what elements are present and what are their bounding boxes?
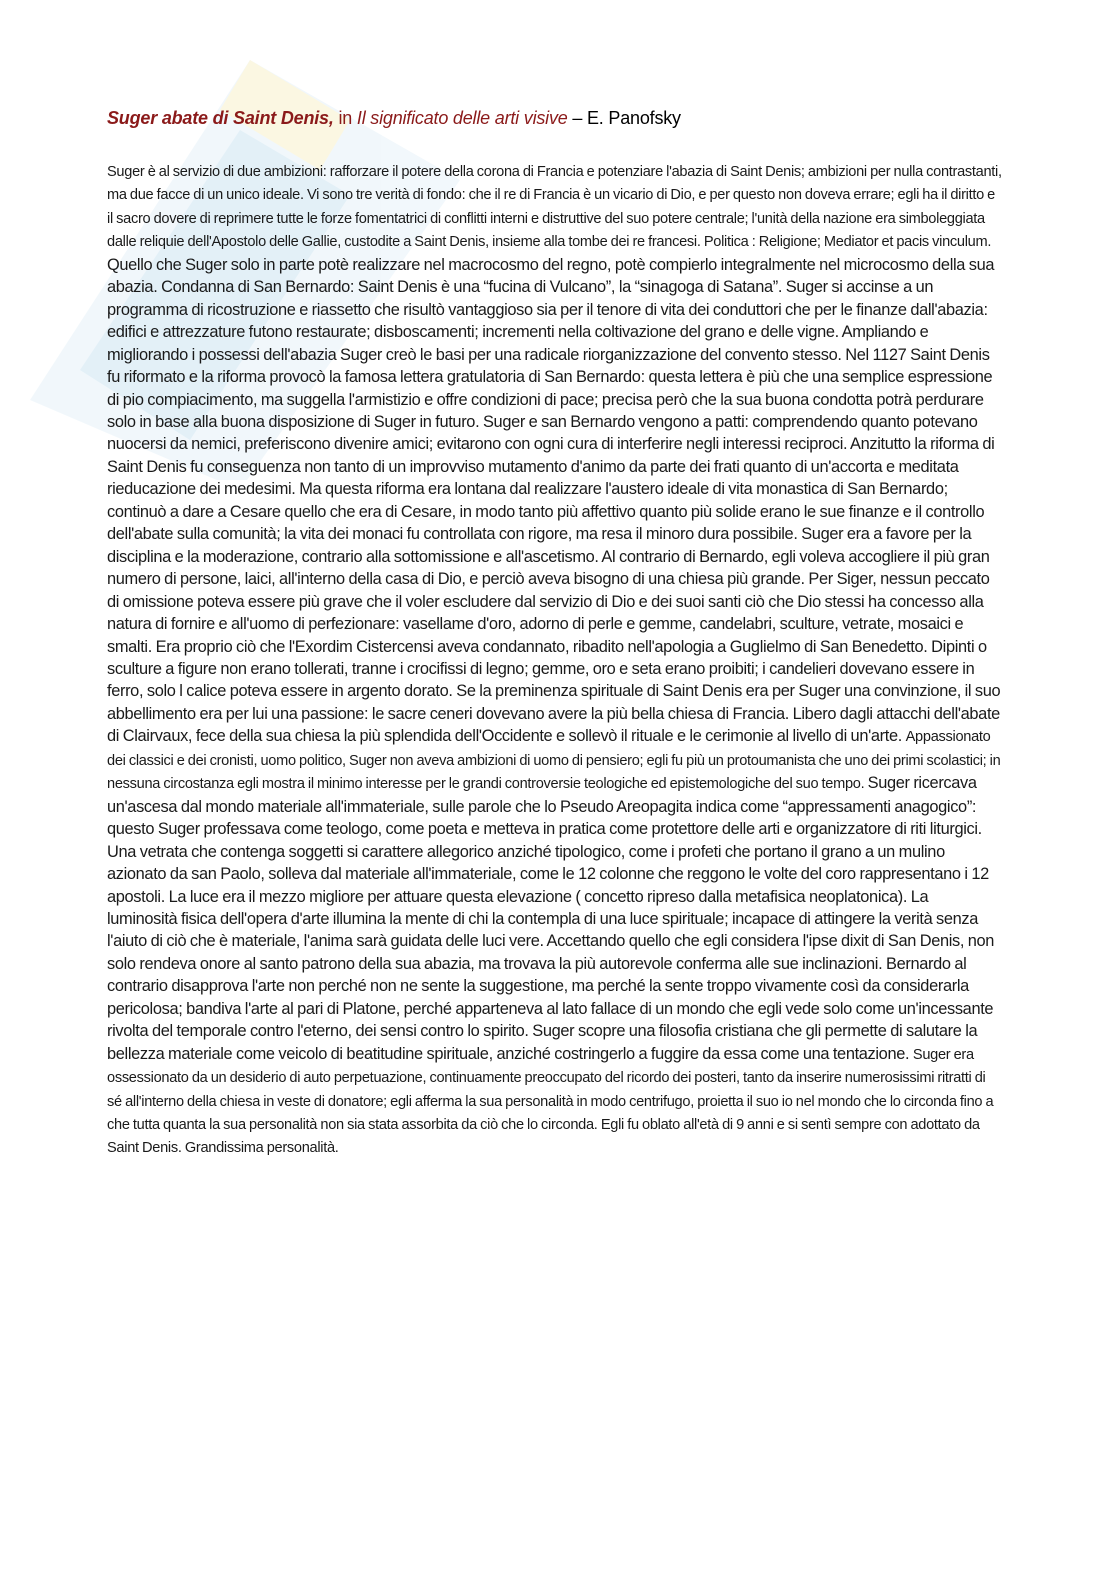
title-in: in [333, 108, 357, 128]
document-page [107, 106, 1002, 1160]
title-main: Suger abate di Saint Denis, [107, 108, 334, 128]
title-author: – E. Panofsky [567, 108, 681, 128]
title-book: Il significato delle arti visive [356, 108, 568, 128]
document-title [107, 106, 1002, 130]
text-segment: Suger è al servizio di due ambizioni: rafforzare il potere della corona di Francia e potenziare l'abazia di Saint Denis; ambizioni per nulla contrastanti, ma due facce di un unico ideale. Vi sono tre verità di fondo: che il re di Francia è un vicario di Dio, e per questo non doveva errare; egli ha il diritto e il sacro dovere di reprimere tutte le forze fomentatrici di conflitti interni e distruttive del suo potere centrale; l'unità della nazione era simboleggiata dalle reliquie dell'Apostolo delle Gallie, custodite a Saint Denis, insieme alla tombe dei re francesi. Politica : Religione; Mediator et pacis vinculum. [107, 164, 1002, 251]
text-segment: Suger era ossessionato da un desiderio di auto perpetuazione, continuamente preoccupato del ricordo dei posteri, tanto da inserire numerosissimi ritratti di sé all'interno della chiesa in veste di donatore; egli afferma la sua personalità in modo centrifugo, proietta il suo io nel mondo che lo circonda fino a che tutta quanta la sua personalità non sia stata assorbita da ciò che lo circonda. Egli fu oblato all'età di 9 anni e si sentì sempre con adottato da Saint Denis. Grandissima personalità. [107, 1046, 994, 1157]
body-paragraph [107, 160, 1002, 1160]
text-segment: Appassionato dei classici e dei cronisti, uomo politico, Suger non aveva ambizioni di uomo di pensiero; egli fu più un protoumanista che uno dei primi scolastici; in nessuna circostanza egli mostra il minimo interesse per le grandi controversie teologiche ed epistemologiche del suo tempo. [107, 729, 1001, 793]
text-segment: Quello che Suger solo in parte potè realizzare nel macrocosmo del regno, potè compierlo integralmente nel microcosmo della sua abazia. Condanna di San Bernardo: Saint Denis è una “fucina di Vulcano”, la “sinagoga di Satana”. Suger si accinse a un programma di ricostruzione e riassetto che risultò vantaggioso sia per il tenore di vita dei conduttori che per le finanze dall'abazia: edifici e attrezzature futono restaurate; disboscamenti; incrementi nella coltivazione del grano e delle vigne. Ampliando e migliorando i possessi dell'abazia Suger creò le basi per una radicale riorganizzazione del convento stesso. Nel 1127 Saint Denis fu riformato e la riforma provocò la famosa lettera gratulatoria di San Bernardo: questa lettera è più che una semplice espressione di pio compiacimento, ma suggella l'armistizio e offre condizioni di pace; precisa però che la sua buona condotta potrà perdurare solo in base alla buona disposizione di Suger in futuro. Suger e san Bernardo vengono a patti: comprendendo quanto potevano nuocersi da nemici, preferiscono divenire amici; evitarono con ogni cura di interferire negli interessi reciproci. Anzitutto la riforma di Saint Denis fu conseguenza non tanto di un improvviso mutamento d'animo da parte dei frati quanto di un'accorta e meditata rieducazione dei medesimi. Ma questa riforma era lontana dal realizzare l'austero ideale di vita monastica di San Bernardo; continuò a dare a Cesare quello che era di Cesare, in modo tanto più affettivo quanto più solide erano le sue finanze e il controllo dell'abate sulla comunità; la vita dei monaci fu controllata con rigore, ma resa il minoro dura possibile. Suger era a favore per la disciplina e la moderazione, contrario alla sottomissione e all'ascetismo. Al contrario di Bernardo, egli voleva accogliere il più gran numero di persone, laici, all'interno della casa di Dio, e perciò aveva bisogno di una chiesa più grande. Per Siger, nessun peccato di omissione poteva essere più grave che il voler escludere dal servizio di Dio e dei suoi santi ciò che Dio stessi ha concesso alla natura di fornire e all'uomo di perfezionare: vasellame d'oro, adorno di perle e gemme, candelabri, sculture, vetrate, mosaici e smalti. Era proprio ciò che l'Exordim Cistercensi aveva condannato, ribadito nell'apologia a Guglielmo di San Benedetto. Dipinti o sculture a figure non erano tollerati, tranne i crocifissi di legno; gemme, oro e seta erano proibiti; i candelieri dovevano essere in ferro, solo l calice poteva essere in argento dorato. Se la preminenza spirituale di Saint Denis era per Suger una convinzione, il suo abbellimento era per lui una passione: le sacre ceneri dovevano avere la più bella chiesa di Francia. Libero dagli attacchi dell'abate di Clairvaux, fece della sua chiesa la più splendida dell'Occidente e sollevò il rituale e le cerimonie al livello di un'arte. [107, 255, 1001, 746]
text-segment: Suger ricercava un'ascesa dal mondo materiale all'immateriale, sulle parole che lo Pseudo Areopagita indica come “appressamenti anagogico”: questo Suger professava come teologo, come poeta e metteva in pratica come protettore delle arti e organizzatore di riti liturgici. Una vetrata che contenga soggetti si carattere allegorico anziché tipologico, come i profeti che portano il grano a un mulino azionato da san Paolo, solleva dal materiale all'immateriale, come le 12 colonne che reggono le volte del coro rappresentano i 12 apostoli. La luce era il mezzo migliore per attuare questa elevazione ( concetto ripreso dalla metafisica neoplatonica). La luminosità fisica dell'opera d'arte illumina la mente di chi la contempla di una luce spirituale; incapace di attingere la verità senza l'aiuto di ciò che è materiale, l'anima sarà guidata delle luci vere. Accettando quello che egli considera l'ipse dixit di San Denis, non solo rendeva onore al santo patrono della sua abazia, ma trovava la più autorevole conferma alle sue inclinazioni. Bernardo al contrario disapprova l'arte non perché non ne sente la suggestione, ma perché la sente troppo vivamente così da considerarla pericolosa; bandiva l'arte al pari di Platone, perché apparteneva al lato fallace di un mondo che egli vede solo come un'incessante rivolta del temporale contro l'eterno, dei sensi contro lo spirito. Suger scopre una filosofia cristiana che gli permette di salutare la bellezza materiale come veicolo di beatitudine spirituale, anziché costringerlo a fuggire da essa come una tentazione. [107, 774, 995, 1063]
